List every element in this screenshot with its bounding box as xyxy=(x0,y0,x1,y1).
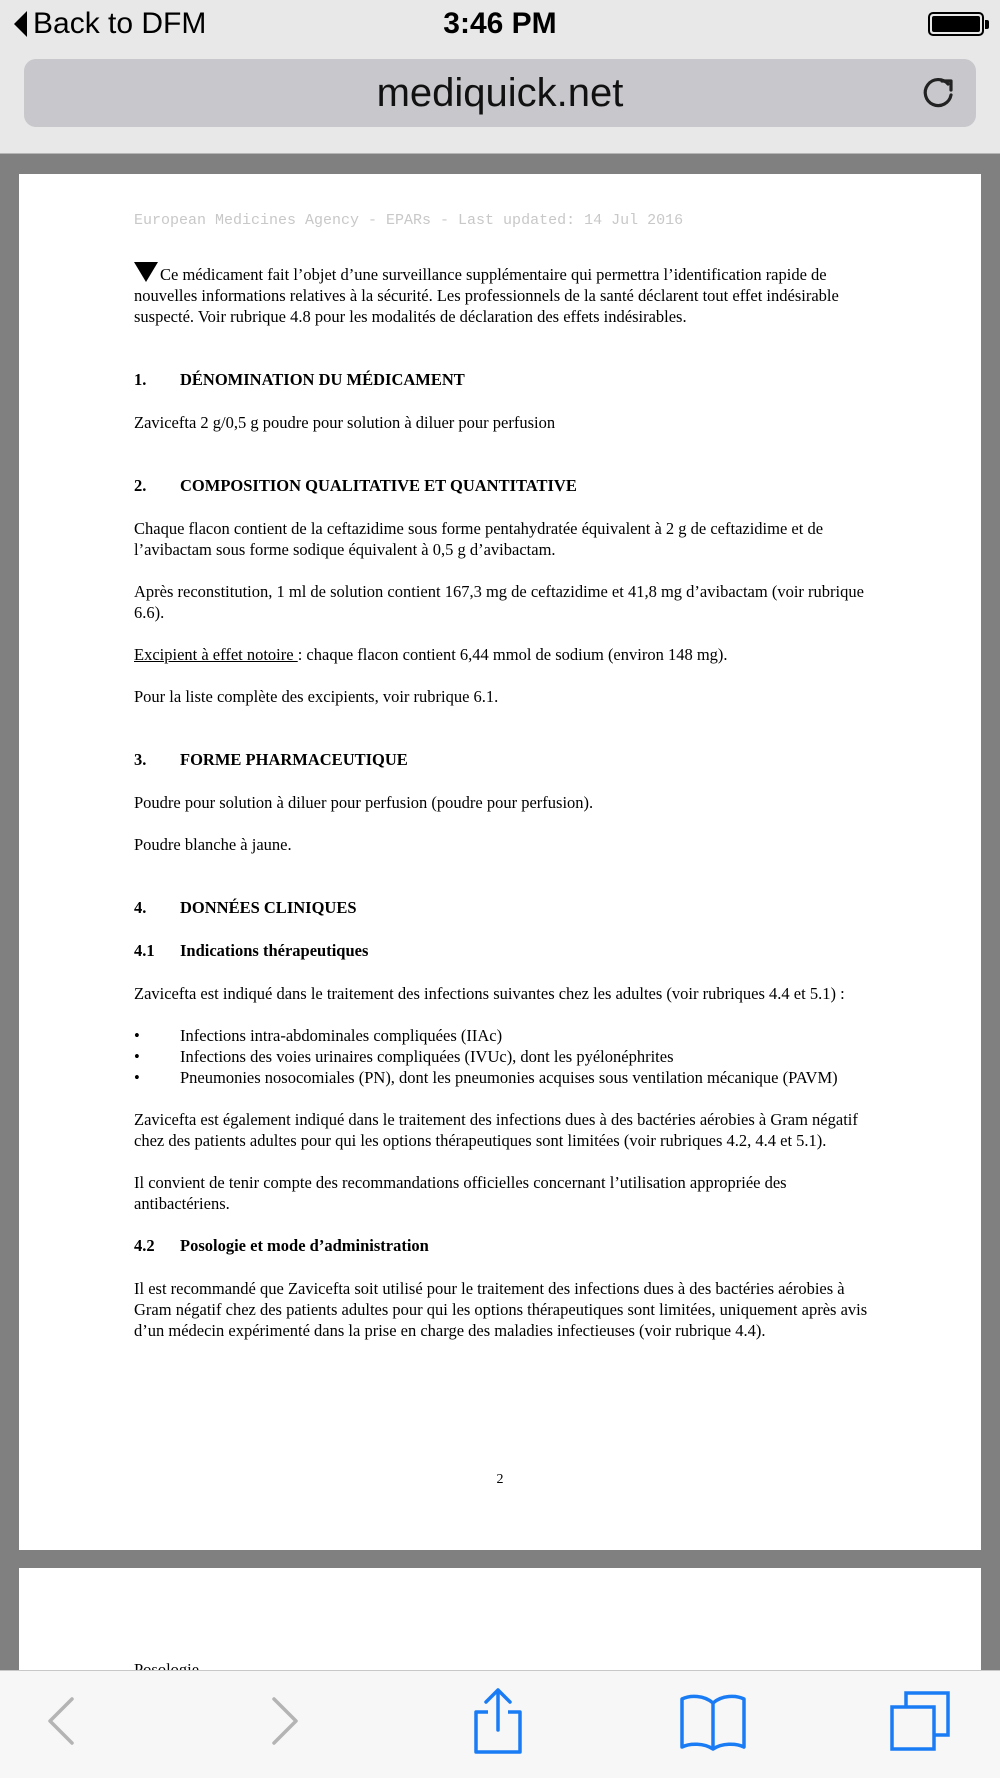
subsection-heading-4-2 xyxy=(134,1235,879,1256)
subsection-heading-4-1 xyxy=(134,940,879,961)
document-body xyxy=(134,262,879,1362)
list-item xyxy=(134,1046,879,1067)
back-button[interactable] xyxy=(30,1689,94,1753)
section-title: Indications thérapeutiques xyxy=(180,941,369,960)
bullet-icon: • xyxy=(134,1047,140,1066)
share-icon xyxy=(470,1686,526,1756)
share-button[interactable] xyxy=(466,1689,530,1753)
list-item-text: Infections intra-abdominales compliquées (IIAc) xyxy=(180,1026,503,1045)
section-title: DÉNOMINATION DU MÉDICAMENT xyxy=(180,370,465,389)
section-title: COMPOSITION QUALITATIVE ET QUANTITATIVE xyxy=(180,476,577,495)
intro-paragraph xyxy=(134,262,879,327)
list-item-text: Pneumonies nosocomiales (PN), dont les pneumonies acquises sous ventilation mécanique (PAVM) xyxy=(180,1068,838,1087)
battery-icon xyxy=(928,12,984,36)
paragraph: Zavicefta est également indiqué dans le traitement des infections dues à des bactéries aérobies à Gram négatif chez des patients adultes pour qui les options thérapeutiques sont limitées (voir rubriques 4.2, 4.4 et 5.1). xyxy=(134,1110,858,1150)
bookmarks-icon xyxy=(678,1691,748,1751)
status-bar-time: 3:46 PM xyxy=(443,7,557,40)
excipient-text: : chaque flacon contient 6,44 mmol de sodium (environ 148 mg). xyxy=(297,645,728,664)
section-title: DONNÉES CLINIQUES xyxy=(180,898,357,917)
tabs-button[interactable] xyxy=(888,1689,952,1753)
address-bar[interactable] xyxy=(24,59,976,127)
paragraph: Il convient de tenir compte des recommandations officielles concernant l’utilisation appropriée des antibactériens. xyxy=(134,1173,787,1213)
intro-text: Ce médicament fait l’objet d’une surveillance supplémentaire qui permettra l’identification rapide de nouvelles informations relatives à la sécurité. Les professionnels de la santé déclarent tout effet indésirable suspecté. Voir rubrique 4.8 pour les modalités de déclaration des effets indésirables. xyxy=(134,265,839,326)
section-number: 2. xyxy=(134,476,147,495)
list-item xyxy=(134,1067,879,1088)
document-page xyxy=(19,174,981,1550)
bullet-icon: • xyxy=(134,1026,140,1045)
section-heading-3 xyxy=(134,749,879,770)
black-triangle-icon xyxy=(134,262,158,282)
section-number: 4. xyxy=(134,898,147,917)
section-number: 4.1 xyxy=(134,941,155,960)
url-text[interactable]: mediquick.net xyxy=(376,71,624,115)
forward-icon xyxy=(264,1691,304,1751)
excipient-paragraph xyxy=(134,644,879,665)
section-title: Posologie et mode d’administration xyxy=(180,1236,429,1255)
section-number: 3. xyxy=(134,750,147,769)
page-number: 2 xyxy=(496,1472,504,1487)
paragraph: Il est recommandé que Zavicefta soit utilisé pour le traitement des infections dues à des bactéries aérobies à Gram négatif chez des patients adultes pour qui les options thérapeutiques sont limitées, uniquement après avis d’un médecin expérimenté dans la prise en charge des maladies infectieuses (voir rubrique 4.4). xyxy=(134,1279,868,1340)
paragraph: Poudre pour solution à diluer pour perfusion (poudre pour perfusion). xyxy=(134,793,594,812)
indications-list xyxy=(134,1025,879,1088)
browser-top-chrome xyxy=(0,0,1000,154)
paragraph: Zavicefta est indiqué dans le traitement des infections suivantes chez les adultes (voir rubriques 4.4 et 5.1) : xyxy=(134,984,845,1003)
section-number: 4.2 xyxy=(134,1236,155,1255)
paragraph: Après reconstitution, 1 ml de solution contient 167,3 mg de ceftazidime et 41,8 mg d’avibactam (voir rubrique 6.6). xyxy=(134,582,864,622)
forward-button[interactable] xyxy=(252,1689,316,1753)
bookmarks-button[interactable] xyxy=(675,1689,751,1753)
running-header: European Medicines Agency - EPARs - Last updated: 14 Jul 2016 xyxy=(134,212,684,229)
paragraph: Poudre blanche à jaune. xyxy=(134,835,292,854)
reload-icon[interactable] xyxy=(918,73,958,113)
section-heading-2 xyxy=(134,475,879,496)
excipient-label: Excipient à effet notoire xyxy=(134,645,298,664)
browser-toolbar xyxy=(0,1670,1000,1778)
paragraph: Chaque flacon contient de la ceftazidime sous forme pentahydratée équivalent à 2 g de ceftazidime et de l’avibactam sous forme sodique équivalent à 0,5 g d’avibactam. xyxy=(134,519,824,559)
section-number: 1. xyxy=(134,370,147,389)
paragraph: Zavicefta 2 g/0,5 g poudre pour solution à diluer pour perfusion xyxy=(134,413,556,432)
section-title: FORME PHARMACEUTIQUE xyxy=(180,750,408,769)
back-icon xyxy=(42,1691,82,1751)
section-heading-1 xyxy=(134,369,879,390)
back-to-app-label: Back to DFM xyxy=(33,7,207,40)
list-item-text: Infections des voies urinaires compliquées (IVUc), dont les pyélonéphrites xyxy=(180,1047,674,1066)
tabs-icon xyxy=(888,1689,952,1753)
paragraph: Pour la liste complète des excipients, voir rubrique 6.1. xyxy=(134,687,499,706)
section-heading-4 xyxy=(134,897,879,918)
bullet-icon: • xyxy=(134,1068,140,1087)
list-item xyxy=(134,1025,879,1046)
